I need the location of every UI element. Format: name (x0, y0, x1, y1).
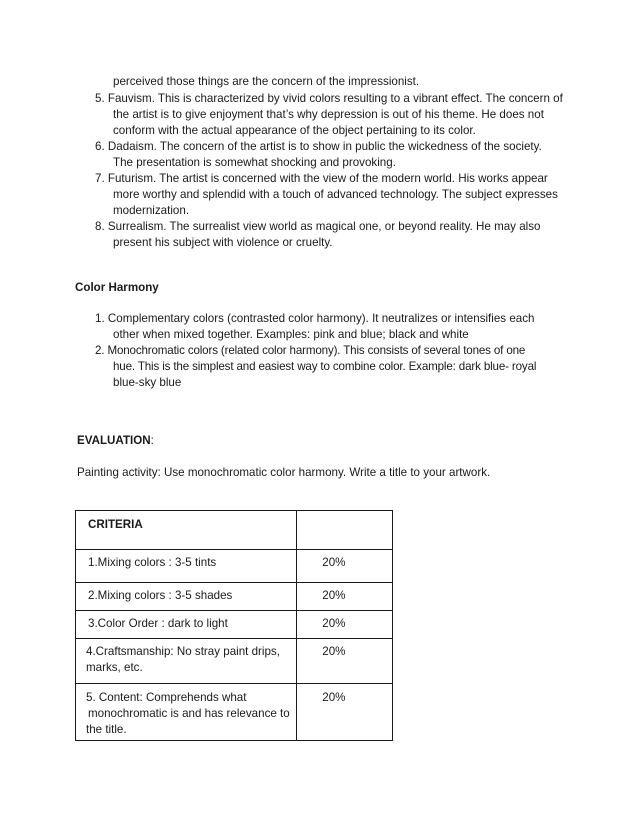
harmony-monochromatic-line-1: 2. Monochromatic colors (related color harmony). This consists of several tones of one (95, 344, 526, 357)
movement-intro-tail: perceived those things are the concern of the impressionist. (113, 75, 420, 88)
criteria-cell (76, 684, 297, 741)
criteria-text: 3.Color Order : dark to light (88, 617, 228, 630)
weight-cell: 20% (297, 583, 393, 611)
criteria-text: 5. Content: Comprehends what (86, 691, 247, 704)
criteria-cell (76, 583, 297, 611)
criteria-row (76, 684, 393, 741)
evaluation-instruction: Painting activity: Use monochromatic color harmony. Write a title to your artwork. (77, 466, 491, 479)
movement-fauvism-line-3: conform with the actual appearance of the object pertaining to its color. (113, 124, 476, 137)
weight-cell: 20% (297, 684, 393, 741)
movement-dadaism-line-1: 6. Dadaism. The concern of the artist is to show in public the wickedness of the society. (95, 140, 542, 153)
weight-header (297, 511, 393, 550)
weight-cell: 20% (297, 611, 393, 639)
evaluation-heading: EVALUATION (77, 434, 151, 447)
criteria-row (76, 583, 393, 611)
criteria-text: 1.Mixing colors : 3-5 tints (88, 556, 217, 569)
criteria-row (76, 550, 393, 583)
criteria-header: CRITERIA (76, 511, 297, 550)
movement-futurism-line-3: modernization. (113, 204, 190, 217)
harmony-complementary-line-2: other when mixed together. Examples: pink and blue; black and white (113, 328, 469, 341)
weight-cell: 20% (297, 550, 393, 583)
color-harmony-heading: Color Harmony (75, 281, 159, 294)
movement-futurism-line-2: more worthy and splendid with a touch of advanced technology. The subject expresses (113, 188, 558, 201)
criteria-text: the title. (86, 723, 127, 736)
criteria-cell (76, 611, 297, 639)
criteria-row (76, 611, 393, 639)
harmony-complementary-line-1: 1. Complementary colors (contrasted color harmony). It neutralizes or intensifies each (95, 312, 535, 325)
evaluation-heading-colon: : (150, 434, 154, 447)
criteria-text: marks, etc. (86, 661, 143, 674)
movement-fauvism-line-1: 5. Fauvism. This is characterized by vivid colors resulting to a vibrant effect. The concern of (95, 92, 563, 105)
harmony-monochromatic-line-2: hue. This is the simplest and easiest way to combine color. Example: dark blue- royal (113, 360, 537, 373)
harmony-monochromatic-line-3: blue-sky blue (113, 376, 182, 389)
movement-surrealism-line-2: present his subject with violence or cruelty. (113, 236, 333, 249)
movement-futurism-line-1: 7. Futurism. The artist is concerned with the view of the modern world. His works appear (95, 172, 548, 185)
criteria-row (76, 639, 393, 684)
movement-fauvism-line-2: the artist is to give enjoyment that’s why depression is out of his theme. He does not (113, 108, 544, 121)
movement-surrealism-line-1: 8. Surrealism. The surrealist view world as magical one, or beyond reality. He may also (95, 220, 541, 233)
criteria-text: 4.Craftsmanship: No stray paint drips, (86, 645, 280, 658)
movement-dadaism-line-2: The presentation is somewhat shocking and provoking. (113, 156, 396, 169)
evaluation-heading-line (77, 433, 154, 449)
criteria-table (75, 510, 393, 741)
criteria-cell (76, 639, 297, 684)
weight-cell: 20% (297, 639, 393, 684)
criteria-cell (76, 550, 297, 583)
criteria-text: monochromatic is and has relevance to (88, 707, 290, 720)
criteria-text: 2.Mixing colors : 3-5 shades (88, 589, 233, 602)
criteria-header-row (76, 511, 393, 550)
